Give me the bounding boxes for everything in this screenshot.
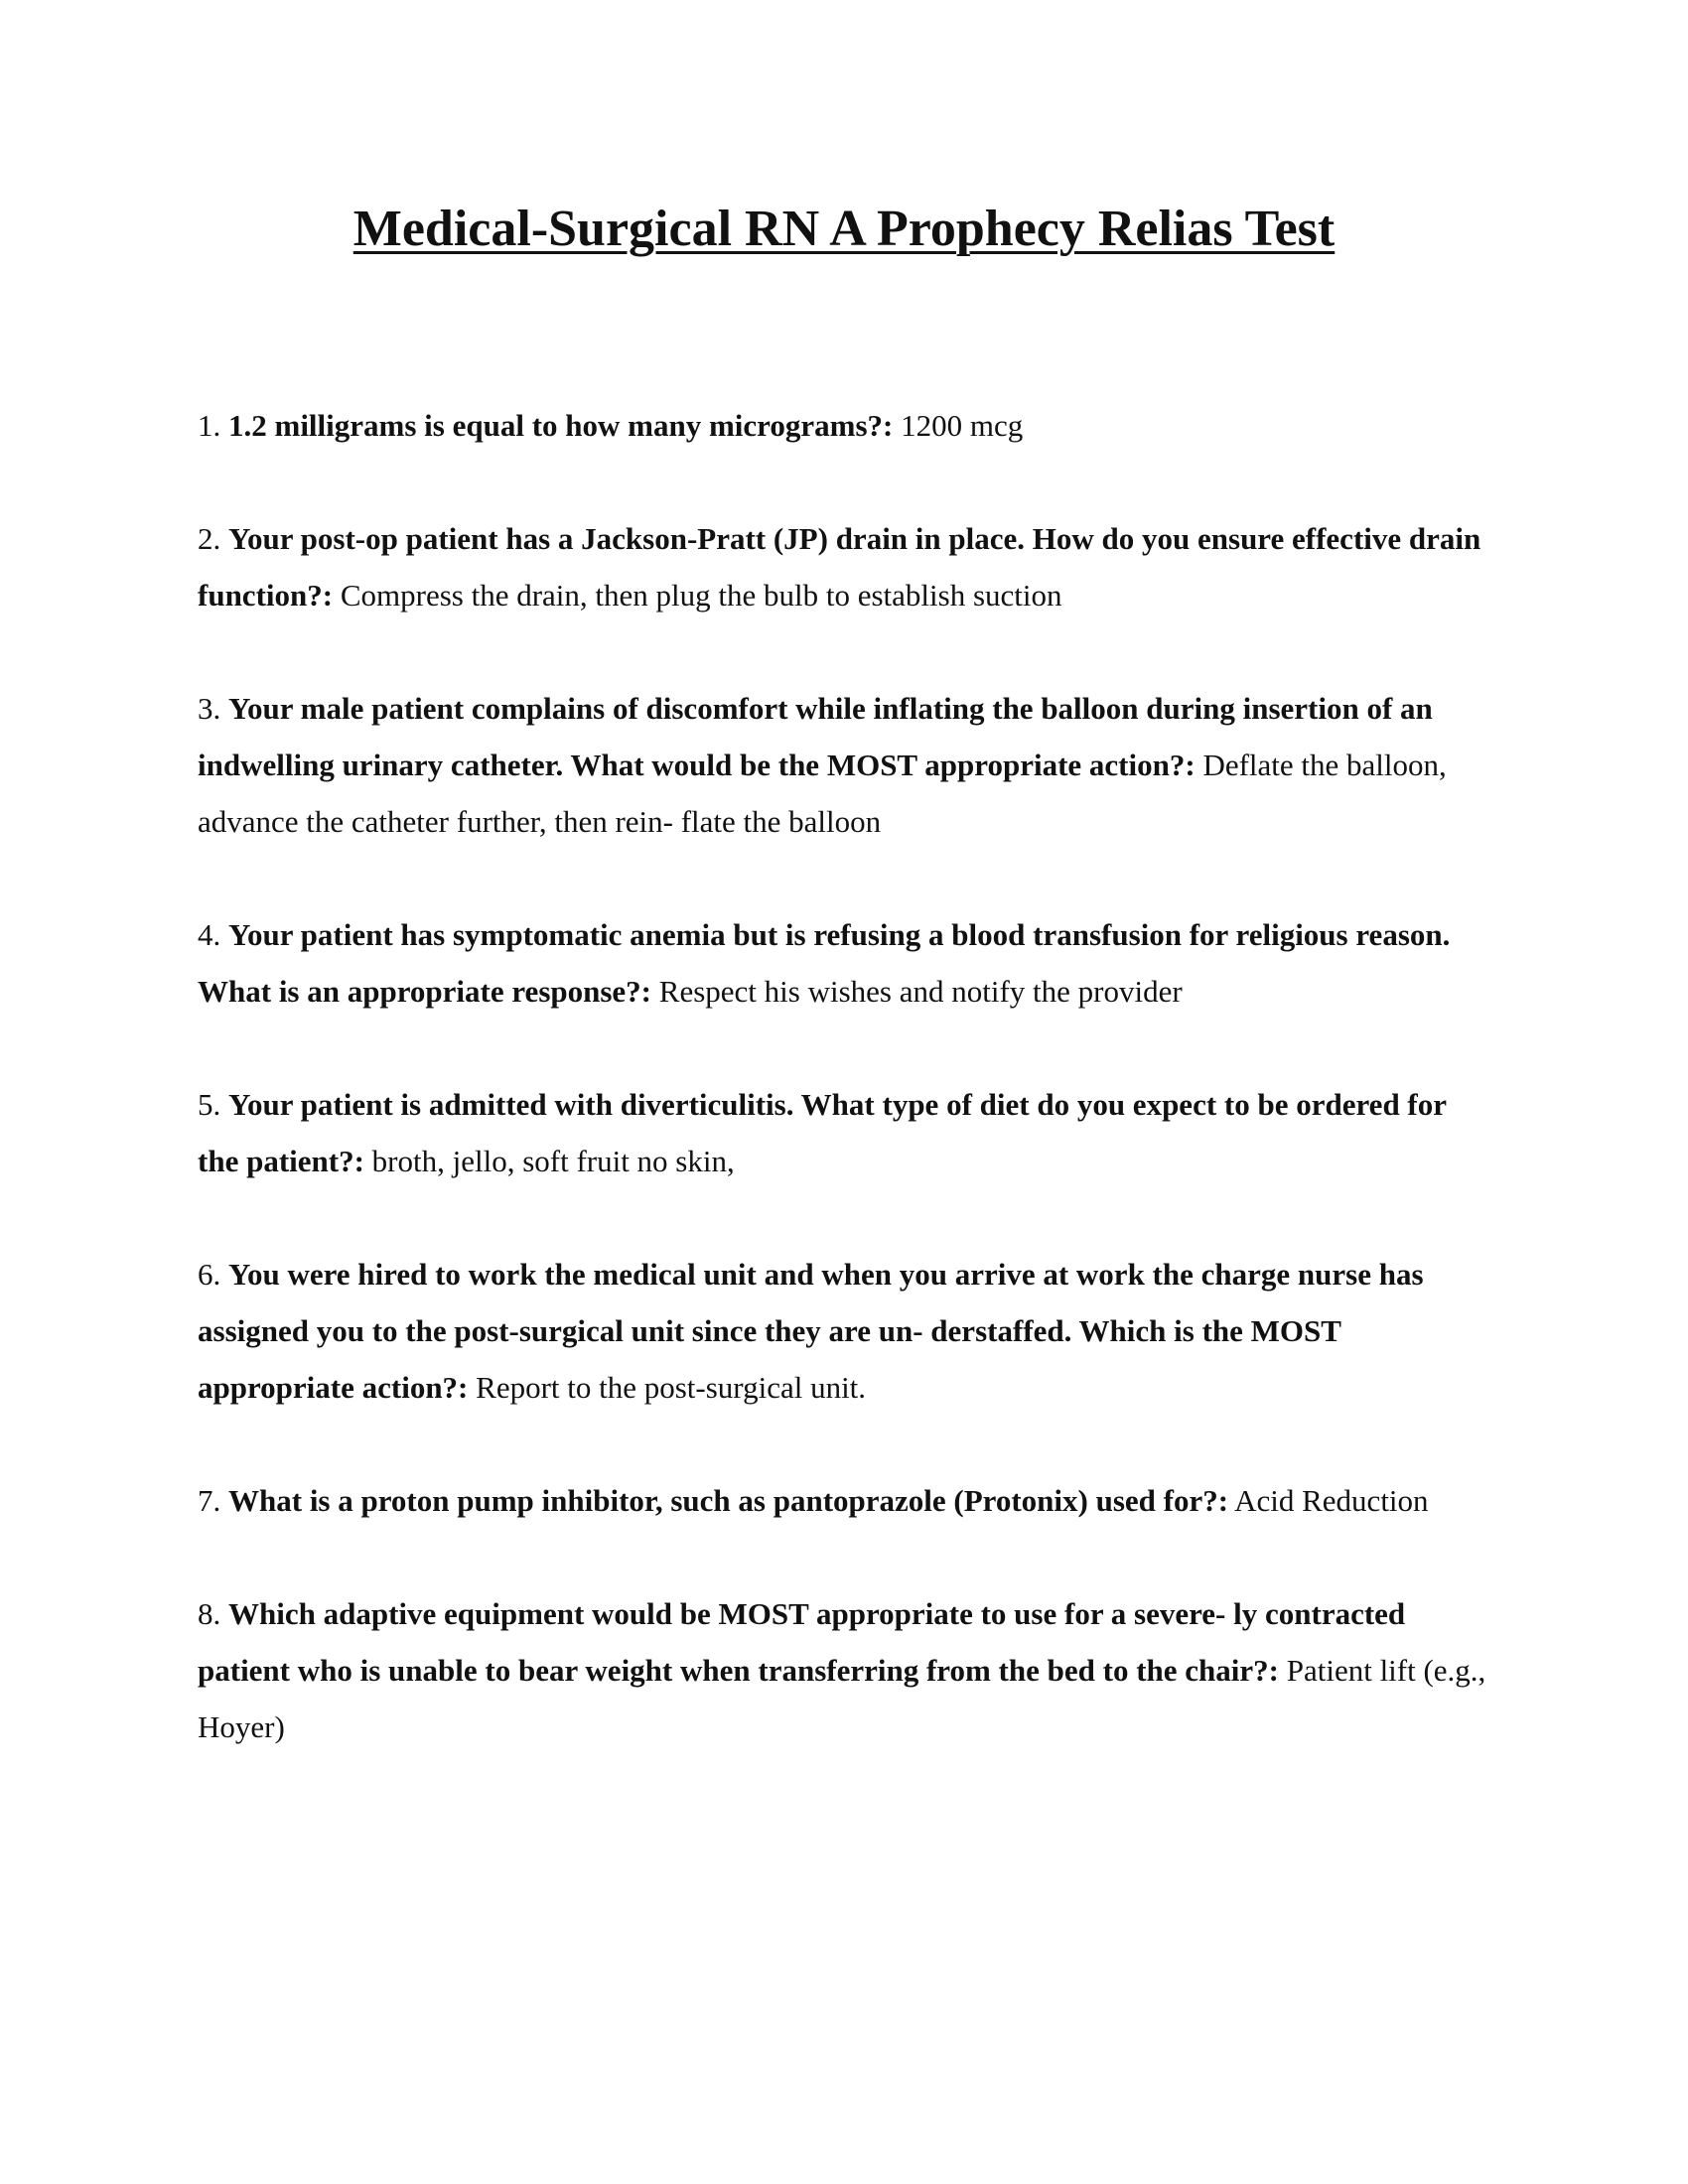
question-text: Your post-op patient has a Jackson-Pratt (JP) drain in place. How do you ensure effective drain function?: xyxy=(198,521,1481,613)
question-item-8 xyxy=(198,1585,1488,1755)
question-number: 4. xyxy=(198,917,221,952)
document-title: Medical-Surgical RN A Prophecy Relias Test xyxy=(352,201,1336,257)
answer-text: Compress the drain, then plug the bulb to establish suction xyxy=(340,578,1062,613)
question-number: 5. xyxy=(198,1087,221,1122)
question-number: 8. xyxy=(198,1596,221,1631)
question-number: 1. xyxy=(198,408,221,443)
question-list xyxy=(198,397,1488,1812)
question-number: 2. xyxy=(198,521,221,556)
answer-text: broth, jello, soft fruit no skin, xyxy=(371,1144,735,1178)
question-text: Your patient has symptomatic anemia but is refusing a blood transfusion for religious reason. What is an appropriate response?: xyxy=(198,917,1451,1009)
answer-text: Acid Reduction xyxy=(1234,1483,1429,1518)
question-item-2 xyxy=(198,510,1488,623)
question-text: You were hired to work the medical unit and when you arrive at work the charge nurse has assigned you to the post-surgical unit since they are un- derstaffed. Which is the MOST appropriate action?: xyxy=(198,1257,1424,1405)
question-number: 3. xyxy=(198,691,221,726)
question-text: Your patient is admitted with diverticulitis. What type of diet do you expect to be ordered for the patient?: xyxy=(198,1087,1447,1178)
answer-text: Deflate the balloon, advance the catheter further, then rein- flate the balloon xyxy=(198,748,1447,839)
answer-text: 1200 mcg xyxy=(901,408,1024,443)
question-item-1 xyxy=(198,397,1488,454)
question-item-5 xyxy=(198,1076,1488,1189)
question-item-3 xyxy=(198,680,1488,850)
question-text: What is a proton pump inhibitor, such as pantoprazole (Protonix) used for?: xyxy=(228,1483,1229,1518)
question-number: 7. xyxy=(198,1483,221,1518)
question-item-4 xyxy=(198,906,1488,1020)
question-text: Which adaptive equipment would be MOST appropriate to use for a severe- ly contracted patient who is unable to bear weight when transferring from the bed to the chair?: xyxy=(198,1596,1406,1688)
answer-text: Patient lift (e.g., Hoyer) xyxy=(198,1653,1486,1744)
question-text: 1.2 milligrams is equal to how many micrograms?: xyxy=(228,408,894,443)
question-text: Your male patient complains of discomfort while inflating the balloon during insertion of an indwelling urinary catheter. What would be the MOST appropriate action?: xyxy=(198,691,1433,782)
answer-text: Respect his wishes and notify the provider xyxy=(658,974,1183,1009)
question-item-6 xyxy=(198,1246,1488,1416)
question-number: 6. xyxy=(198,1257,221,1292)
answer-text: Report to the post-surgical unit. xyxy=(476,1370,867,1405)
question-item-7 xyxy=(198,1472,1488,1529)
